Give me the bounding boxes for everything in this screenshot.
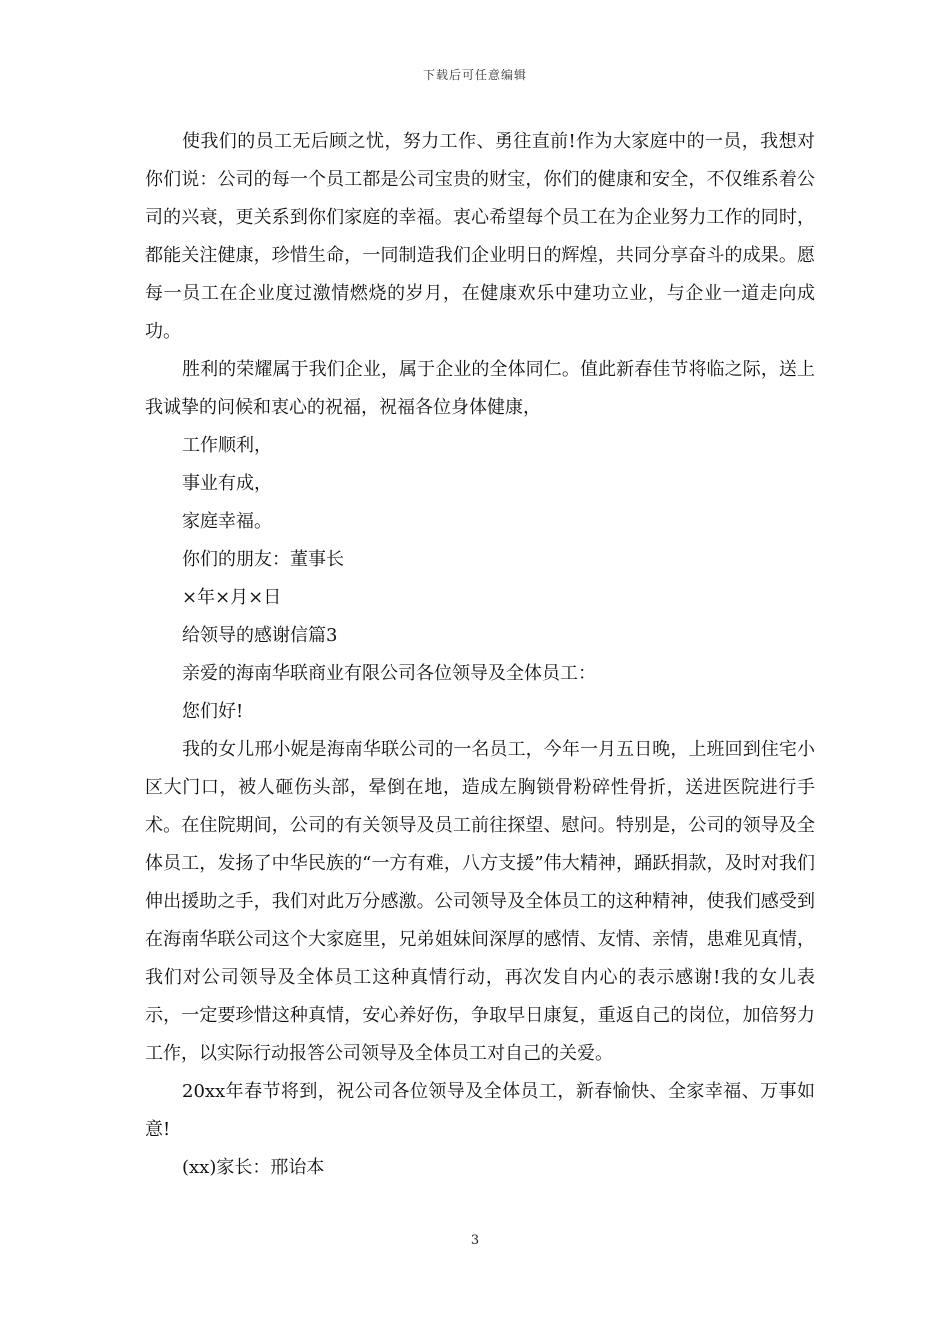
page-number: 3	[470, 1233, 480, 1248]
signature-date: ×年×月×日	[182, 587, 282, 608]
wish-line-work: 工作顺利，	[182, 435, 272, 456]
signature-parent: (xx)家长：邢诒本	[182, 1157, 325, 1178]
signature-chairman: 你们的朋友：董事长	[182, 549, 344, 570]
letter-salutation: 亲爱的海南华联商业有限公司各位领导及全体员工：	[182, 663, 596, 684]
wish-line-family: 家庭幸福。	[182, 511, 272, 532]
paragraph-new-year-greeting: 胜利的荣耀属于我们企业，属于企业的全体同仁。值此新春佳节将临之际，送上我诚挚的问候和衷心的祝福，祝福各位身体健康，	[145, 359, 815, 418]
letter-greeting: 您们好!	[182, 701, 244, 722]
wish-line-career: 事业有成，	[182, 473, 272, 494]
paragraph-letter-body: 我的女儿邢小妮是海南华联公司的一名员工，今年一月五日晚，上班回到住宅小区大门口，被人砸伤头部，晕倒在地，造成左胸锁骨粉碎性骨折，送进医院进行手术。在住院期间，公司的有关领导及员工前往探望、慰问。特别是，公司的领导及全体员工，发扬了中华民族的“一方有难，八方支援”伟大精神，踊跃捐款，及时对我们伸出援助之手，我们对此万分感激。公司领导及全体员工的这种精神，使我们感受到在海南华联公司这个大家庭里，兄弟姐妹间深厚的感情、友情、亲情，患难见真情，我们对公司领导及全体员工这种真情行动，再次发自内心的表示感谢!我的女儿表示，一定要珍惜这种真情，安心养好伤，争取早日康复，重返自己的岗位，加倍努力工作，以实际行动报答公司领导及全体员工对自己的关爱。	[145, 739, 815, 1064]
section-title-letter-3: 给领导的感谢信篇3	[182, 625, 338, 646]
paragraph-employee-wishes: 使我们的员工无后顾之忧，努力工作、勇往直前!作为大家庭中的一员，我想对你们说：公司的每一个员工都是公司宝贵的财宝，你们的健康和安全，不仅维系着公司的兴衰，更关系到你们家庭的幸福。衷心希望每个员工在为企业努力工作的同时，都能关注健康，珍惜生命，一同制造我们企业明日的辉煌，共同分享奋斗的成果。愿每一员工在企业度过激情燃烧的岁月，在健康欢乐中建功立业，与企业一道走向成功。	[145, 131, 815, 342]
page-header-note: 下载后可任意编辑	[422, 68, 527, 82]
paragraph-spring-festival-wishes: 20xx年春节将到，祝公司各位领导及全体员工，新春愉快、全家幸福、万事如意!	[145, 1081, 815, 1140]
document-body	[145, 123, 815, 1187]
